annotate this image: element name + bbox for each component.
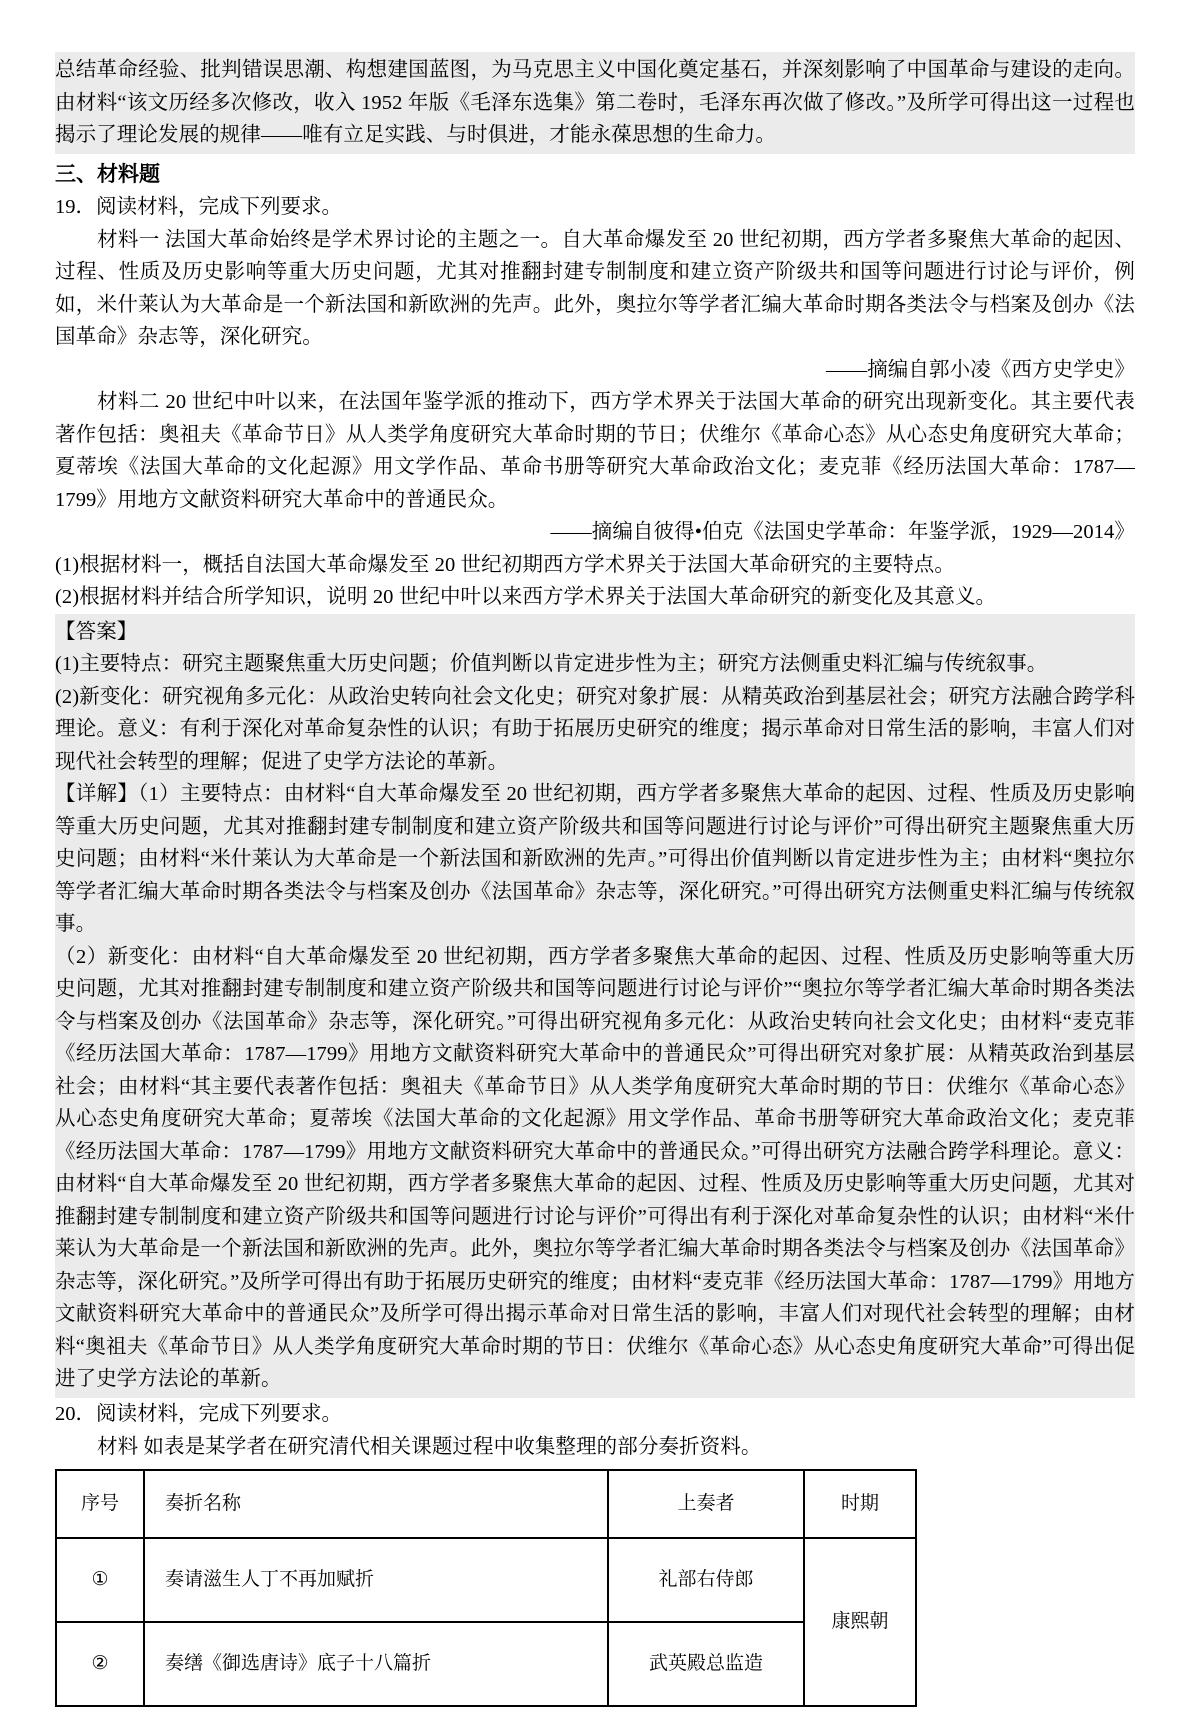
row-2-submitter: 武英殿总监造 bbox=[608, 1622, 804, 1706]
row-1-submitter: 礼部右侍郎 bbox=[608, 1538, 804, 1622]
q20-material-intro: 材料 如表是某学者在研究清代相关课题过程中收集整理的部分奏折资料。 bbox=[97, 1435, 762, 1458]
exam-page bbox=[0, 52, 1190, 1735]
question-19-number: 19．阅读材料，完成下列要求。 bbox=[55, 195, 342, 218]
header-memorial-name: 奏折名称 bbox=[144, 1470, 608, 1538]
q19-answer-2: (2)新变化：研究视角多元化：从政治史转向社会文化史；研究对象扩展：从精英政治到基层社会；研究方法融合跨学科理论。意义：有利于深化对革命复杂性的认识；有助于拓展历史研究的维度；揭示革命对日常生活的影响，丰富人们对现代社会转型的理解；促进了史学方法论的革新。 bbox=[55, 685, 1135, 773]
row-1-index: ① bbox=[56, 1538, 144, 1622]
row-2-index: ② bbox=[56, 1622, 144, 1706]
row-1-memorial-name: 奏请滋生人丁不再加赋折 bbox=[144, 1538, 608, 1622]
question-20-number: 20．阅读材料，完成下列要求。 bbox=[55, 1402, 342, 1425]
answer-block-continuation bbox=[55, 52, 1135, 154]
q19-answer-1: (1)主要特点：研究主题聚焦重大历史问题；价值判断以肯定进步性为主；研究方法侧重史料汇编与传统叙事。 bbox=[55, 653, 1048, 675]
q19-sub-question-2: (2)根据材料并结合所学知识，说明 20 世纪中叶以来西方学术界关于法国大革命研究的新变化及其意义。 bbox=[55, 586, 997, 608]
header-submitter: 上奏者 bbox=[608, 1470, 804, 1538]
row-2-memorial-name: 奏缮《御选唐诗》底子十八篇折 bbox=[144, 1622, 608, 1706]
q19-material-1: 材料一 法国大革命始终是学术界讨论的主题之一。自大革命爆发至 20 世纪初期，西方学者多聚焦大革命的起因、过程、性质及历史影响等重大历史问题，尤其对推翻封建专制制度和建立资产阶级共和国等问题进行讨论与评价，例如，米什莱认为大革命是一个新法国和新欧洲的先声。此外，奥拉尔等学者汇编大革命时期各类法令与档案及创办《法国革命》杂志等，深化研究。 bbox=[55, 228, 1135, 348]
continuation-paragraph: 总结革命经验、批判错误思潮、构想建国蓝图，为马克思主义中国化奠定基石，并深刻影响了中国革命与建设的走向。由材料“该文历经多次修改，收入 1952 年版《毛泽东选集》第二卷时，毛泽东再次做了修改。”及所学可得出这一过程也揭示了理论发展的规律——唯有立足实践、与时俱进，才能永葆思想的生命力。 bbox=[55, 59, 1135, 146]
merged-period-cell: 康熙朝 bbox=[804, 1538, 916, 1706]
q19-explanation-1: 【详解】（1）主要特点：由材料“自大革命爆发至 20 世纪初期，西方学者多聚焦大革命的起因、过程、性质及历史影响等重大历史问题，尤其对推翻封建专制制度和建立资产阶级共和国等问题进行讨论与评价”可得出研究主题聚焦重大历史问题；由材料“米什莱认为大革命是一个新法国和新欧洲的先声。”可得出价值判断以肯定进步性为主；由材料“奥拉尔等学者汇编大革命时期各类法令与档案及创办《法国革命》杂志等，深化研究。”可得出研究方法侧重史料汇编与传统叙事。 bbox=[55, 783, 1135, 935]
header-index: 序号 bbox=[56, 1470, 144, 1538]
memorial-table bbox=[55, 1469, 917, 1707]
table-row bbox=[56, 1538, 916, 1622]
section-heading: 三、材料题 bbox=[55, 161, 160, 186]
q19-answer-block bbox=[55, 614, 1135, 1398]
q19-material-2: 材料二 20 世纪中叶以来，在法国年鉴学派的推动下，西方学术界关于法国大革命的研究出现新变化。其主要代表著作包括：奥祖夫《革命节日》从人类学角度研究大革命时期的节日；伏维尔《革命心态》从心态史角度研究大革命；夏蒂埃《法国大革命的文化起源》用文学作品、革命书册等研究大革命政治文化；麦克菲《经历法国大革命：1787—1799》用地方文献资料研究大革命中的普通民众。 bbox=[55, 391, 1135, 511]
q19-explanation-2: （2）新变化：由材料“自大革命爆发至 20 世纪初期，西方学者多聚焦大革命的起因、过程、性质及历史影响等重大历史问题，尤其对推翻封建专制制度和建立资产阶级共和国等问题进行讨论与评价”“奥拉尔等学者汇编大革命时期各类法令与档案及创办《法国革命》杂志等，深化研究。”可得出研究视角多元化：从政治史转向社会文化史；由材料“麦克菲《经历法国大革命：1787—1799》用地方文献资料研究大革命中的普通民众”可得出研究对象扩展：从精英政治到基层社会；由材料“其主要代表著作包括：奥祖夫《革命节日》从人类学角度研究大革命时期的节日：伏维尔《革命心态》从心态史角度研究大革命；夏蒂埃《法国大革命的文化起源》用文学作品、革命书册等研究大革命政治文化；麦克菲《经历法国大革命：1787—1799》用地方文献资料研究大革命中的普通民众。”可得出研究方法融合跨学科理论。意义：由材料“自大革命爆发至 20 世纪初期，西方学者多聚焦大革命的起因、过程、性质及历史影响等重大历史问题，尤其对推翻封建专制制度和建立资产阶级共和国等问题进行讨论与评价”可得出有利于深化对革命复杂性的认识；由材料“米什莱认为大革命是一个新法国和新欧洲的先声。此外，奥拉尔等学者汇编大革命时期各类法令与档案及创办《法国革命》杂志等，深化研究。”及所学可得出有助于拓展历史研究的维度；由材料“麦克菲《经历法国大革命：1787—1799》用地方文献资料研究大革命中的普通民众”及所学可得出揭示革命对日常生活的影响，丰富人们对现代社会转型的理解；由材料“奥祖夫《革命节日》从人类学角度研究大革命时期的节日：伏维尔《革命心态》从心态史角度研究大革命”可得出促进了史学方法论的革新。 bbox=[55, 945, 1135, 1390]
q19-source-2: ——摘编自彼得•伯克《法国史学革命：年鉴学派，1929—2014》 bbox=[550, 521, 1135, 543]
table-header-row bbox=[56, 1470, 916, 1538]
q19-sub-question-1: (1)根据材料一，概括自法国大革命爆发至 20 世纪初期西方学术界关于法国大革命研究的主要特点。 bbox=[55, 553, 955, 576]
table-row bbox=[56, 1622, 916, 1706]
header-period: 时期 bbox=[804, 1470, 916, 1538]
answer-label: 【答案】 bbox=[55, 620, 138, 643]
q19-source-1: ——摘编自郭小凌《西方史学史》 bbox=[826, 358, 1135, 381]
